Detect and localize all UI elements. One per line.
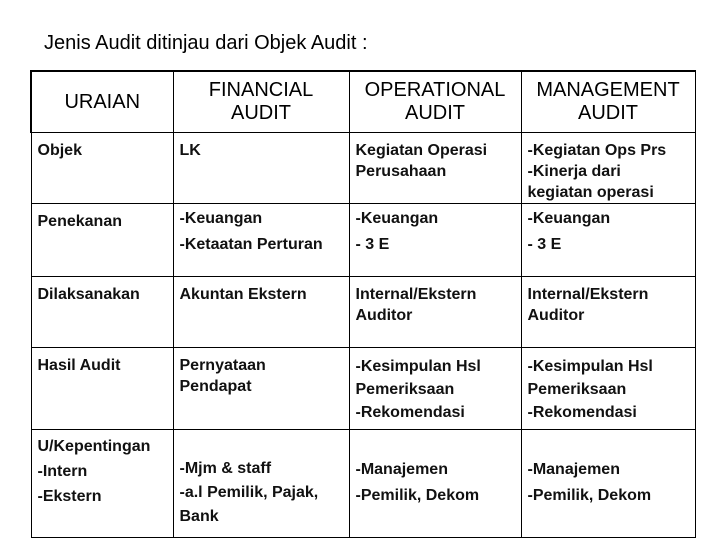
row-label-dilaksanakan: Dilaksanakan (31, 277, 173, 348)
header-financial-audit: FINANCIAL AUDIT (173, 71, 349, 133)
page-title: Jenis Audit ditinjau dari Objek Audit : (44, 32, 368, 54)
header-operational-audit: OPERATIONAL AUDIT (349, 71, 521, 133)
row-label-penekanan: Penekanan (31, 204, 173, 277)
table-row-kepentingan (31, 430, 695, 538)
cell-dilaksanakan-financial: Akuntan Ekstern (173, 277, 349, 348)
cell-hasil-management: -Kesimpulan Hsl Pemeriksaan -Rekomendasi (521, 348, 695, 430)
row-label-objek: Objek (31, 133, 173, 204)
cell-penekanan-management: -Keuangan - 3 E (521, 204, 695, 277)
row-label-hasil-audit: Hasil Audit (31, 348, 173, 430)
table-row-penekanan (31, 204, 695, 277)
header-management-audit: MANAGEMENT AUDIT (521, 71, 695, 133)
cell-penekanan-financial: -Keuangan -Ketaatan Perturan (173, 204, 349, 277)
cell-kepentingan-operational: -Manajemen -Pemilik, Dekom (349, 430, 521, 538)
cell-objek-operational: Kegiatan Operasi Perusahaan (349, 133, 521, 204)
audit-comparison-table (30, 70, 696, 538)
cell-kepentingan-financial: -Mjm & staff -a.l Pemilik, Pajak, Bank (173, 430, 349, 538)
table-row-dilaksanakan (31, 277, 695, 348)
cell-objek-management: -Kegiatan Ops Prs -Kinerja dari kegiatan operasi (521, 133, 695, 204)
cell-dilaksanakan-management: Internal/Ekstern Auditor (521, 277, 695, 348)
table-header-row (31, 71, 695, 133)
table-row-hasil-audit (31, 348, 695, 430)
cell-objek-financial: LK (173, 133, 349, 204)
cell-hasil-financial: Pernyataan Pendapat (173, 348, 349, 430)
row-label-kepentingan: U/Kepentingan -Intern -Ekstern (31, 430, 173, 538)
header-uraian: URAIAN (31, 71, 173, 133)
cell-kepentingan-management: -Manajemen -Pemilik, Dekom (521, 430, 695, 538)
table-row-objek (31, 133, 695, 204)
cell-dilaksanakan-operational: Internal/Ekstern Auditor (349, 277, 521, 348)
cell-hasil-operational: -Kesimpulan Hsl Pemeriksaan -Rekomendasi (349, 348, 521, 430)
cell-penekanan-operational: -Keuangan - 3 E (349, 204, 521, 277)
